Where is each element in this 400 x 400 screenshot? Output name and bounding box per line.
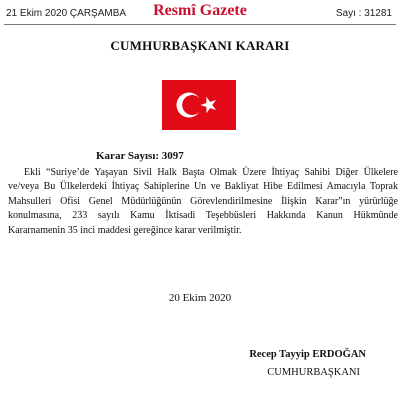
- decree-body: [8, 166, 398, 238]
- body-line: Ekli “Suriye’de Yaşayan Sivil Halk Başta Olmak Üzere İhtiyaç Sahibi Diğer Ülkelere: [24, 167, 398, 178]
- header-date: 21 Ekim 2020 ÇARŞAMBA: [6, 8, 127, 19]
- header-divider: [4, 24, 396, 25]
- body-line: Kararnamenin 35 inci maddesi gereğince karar verilmiştir.: [8, 224, 242, 236]
- body-line: konulmasına, 233 sayılı Kamu İktisadi Teşebbüsleri Hakkında Kanun Hükmünde: [8, 210, 398, 222]
- decision-date: 20 Ekim 2020: [168, 292, 232, 304]
- turkish-flag-icon: [162, 80, 236, 130]
- gazette-title: Resmî Gazete: [153, 2, 247, 19]
- decision-title: CUMHURBAŞKANI KARARI: [110, 38, 290, 53]
- issue-number: Sayı : 31281: [335, 8, 392, 19]
- signer-name: Recep Tayyip ERDOĞAN: [249, 349, 366, 360]
- gazette-header: [0, 0, 400, 26]
- decree-number: Karar Sayısı: 3097: [96, 150, 184, 162]
- body-line: ve/veya Bu Ülkelerdeki İhtiyaç Sahiplerine Un ve Bakliyat Hibe Edilmesi Amacıyla Toprak: [8, 181, 398, 193]
- signer-title: CUMHURBAŞKANI: [267, 367, 360, 378]
- body-line: Mahsulleri Ofisi Genel Müdürlüğünün Görevlendirilmesine İlişkin Karar”ın yürürlüğe: [8, 195, 398, 207]
